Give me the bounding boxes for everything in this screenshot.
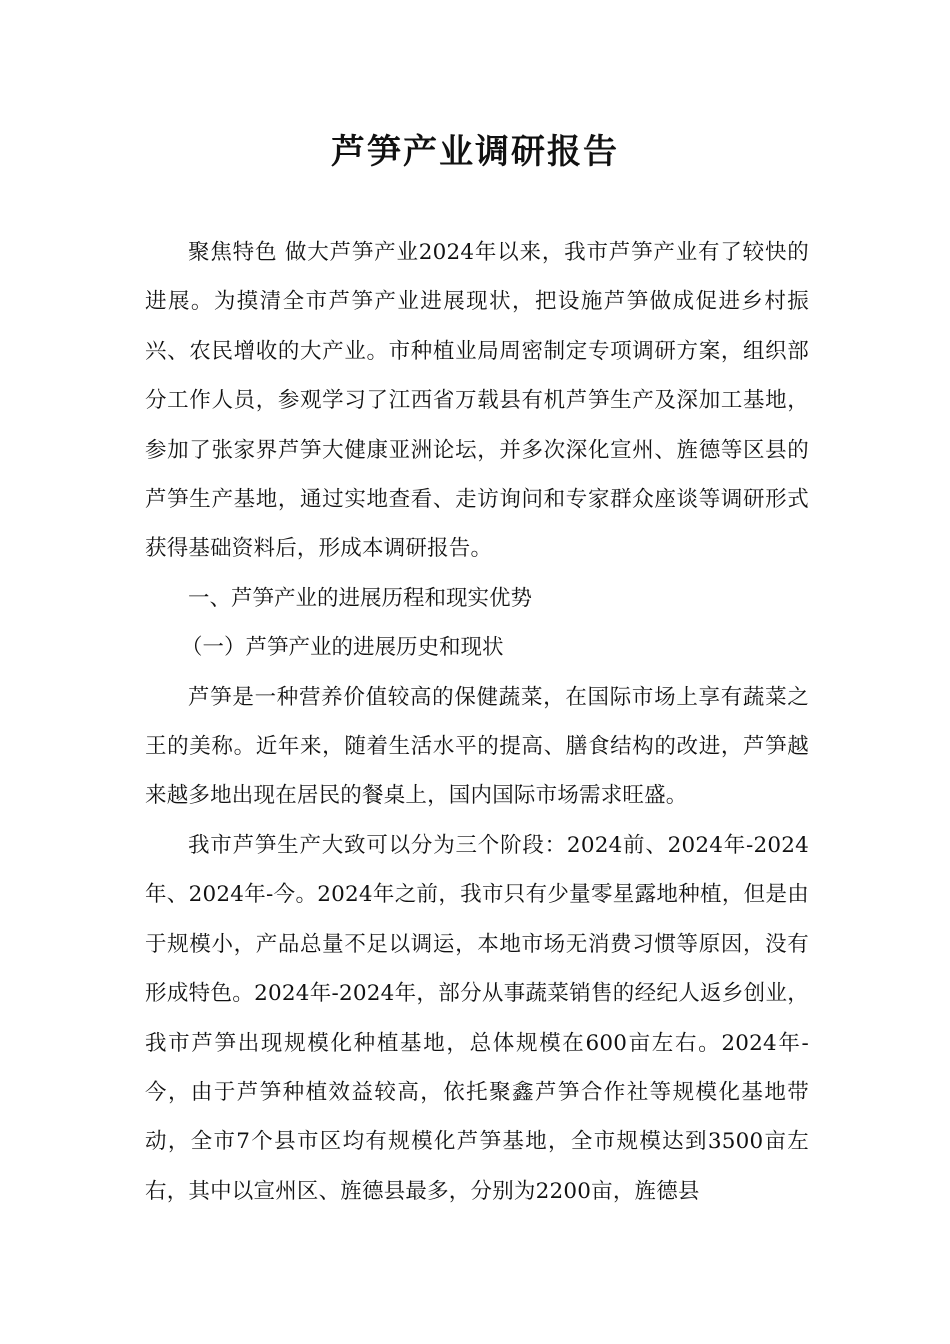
paragraph-development-stages: 我市芦笋生产大致可以分为三个阶段：2024前、2024年-2024年、2024年-今。2024年之前，我市只有少量零星露地种植，但是由于规模小，产品总量不足以调运，本地市场无消费习惯等原因，没有形成特色。2024年-2024年，部分从事蔬菜销售的经纪人返乡创业，我市芦笋出现规模化种植基地，总体规模在600亩左右。2024年-今，由于芦笋种植效益较高，依托聚鑫芦笋合作社等规模化基地带动，全市7个县市区均有规模化芦笋基地，全市规模达到3500亩左右，其中以宣州区、旌德县最多，分别为2200亩，旌德县 <box>145 832 809 1204</box>
section-heading: 一、芦笋产业的进展历程和现实优势 <box>188 585 533 611</box>
paragraph-asparagus-intro: 芦笋是一种营养价值较高的保健蔬菜，在国际市场上享有蔬菜之王的美称。近年来，随着生活水平的提高、膳食结构的改进，芦笋越来越多地出现在居民的餐桌上，国内国际市场需求旺盛。 <box>145 684 809 809</box>
subsection-heading: （一）芦笋产业的进展历史和现状 <box>181 635 504 661</box>
page-title: 芦笋产业调研报告 <box>331 132 619 172</box>
intro-paragraph: 聚焦特色 做大芦笋产业2024年以来，我市芦笋产业有了较快的进展。为摸清全市芦笋产业进展现状，把设施芦笋做成促进乡村振兴、农民增收的大产业。市种植业局周密制定专项调研方案，组织部分工作人员，参观学习了江西省万载县有机芦笋生产及深加工基地，参加了张家界芦笋大健康亚洲论坛，并多次深化宣州、旌德等区县的芦笋生产基地，通过实地查看、走访询问和专家群众座谈等调研形式获得基础资料后，形成本调研报告。 <box>145 240 809 562</box>
document-body <box>145 228 809 1216</box>
